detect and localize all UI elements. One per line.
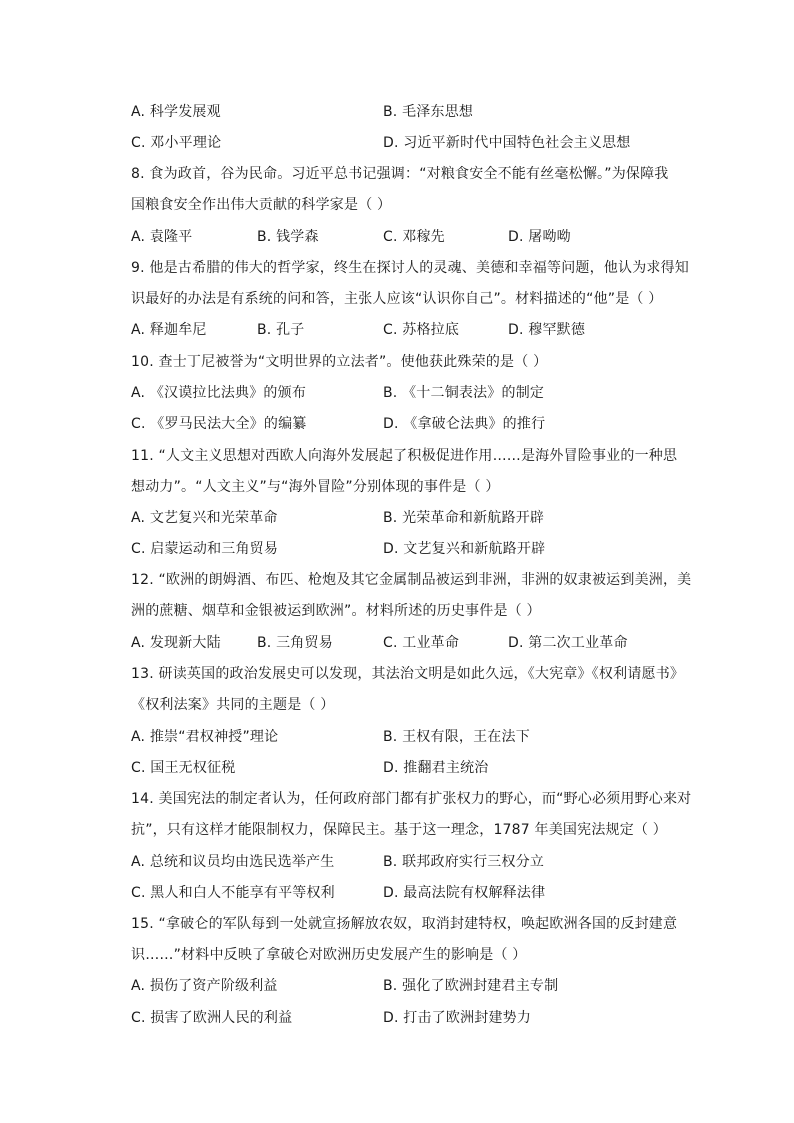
q8-option-d: D. 屠呦呦 [508,229,571,245]
q13-stem-line-2: 《权利法案》共同的主题是（ ） [131,697,335,713]
q12-stem-line-1: 12. “欧洲的朗姆酒、布匹、枪炮及其它金属制品被运到非洲，非洲的奴隶被运到美洲，美 [131,572,692,588]
q14-option-b: B. 联邦政府实行三权分立 [383,854,545,870]
q13-option-d: D. 推翻君主统治 [383,760,489,776]
q7-option-c: C. 邓小平理论 [131,135,222,151]
q9-option-d: D. 穆罕默德 [508,322,586,338]
q10-option-c: C. 《罗马民法大全》的编纂 [131,416,307,432]
q11-option-b: B. 光荣革命和新航路开辟 [383,510,545,526]
q12-option-c: C. 工业革命 [383,635,460,651]
q11-option-d: D. 文艺复兴和新航路开辟 [383,541,546,557]
q13-option-a: A. 推崇“君权神授”理论 [131,729,279,745]
q15-option-b: B. 强化了欧洲封建君主专制 [383,978,559,994]
q8-option-a: A. 袁隆平 [131,229,193,245]
q12-stem-line-2: 洲的蔗糖、烟草和金银被运到欧洲”。材料所述的历史事件是（ ） [131,603,541,619]
q13-stem-line-1: 13. 研读英国的政治发展史可以发现，其法治文明是如此久远，《大宪章》《权利请愿书》 [131,666,685,682]
q10-option-b: B. 《十二铜表法》的制定 [383,385,545,401]
q9-option-c: C. 苏格拉底 [383,322,460,338]
q10-option-d: D. 《拿破仑法典》的推行 [383,416,546,432]
q8-option-b: B. 钱学森 [257,229,319,245]
q7-option-b: B. 毛泽东思想 [383,104,474,120]
q7-option-d: D. 习近平新时代中国特色社会主义思想 [383,135,631,151]
q11-option-c: C. 启蒙运动和三角贸易 [131,541,279,557]
q8-stem-line-2: 国粮食安全作出伟大贡献的科学家是（ ） [131,197,392,213]
q13-option-c: C. 国王无权征税 [131,760,236,776]
q9-stem-line-1: 9. 他是古希腊的伟大的哲学家，终生在探讨人的灵魂、美德和幸福等问题，他认为求得知 [131,260,690,276]
q9-stem-line-2: 识最好的办法是有系统的问和答，主张人应该“认识你自己”。材料描述的“他”是（ ） [131,291,663,307]
q14-option-c: C. 黑人和白人不能享有平等权利 [131,885,335,901]
q14-stem-line-2: 抗”，只有这样才能限制权力，保障民主。基于这一理念，1787 年美国宪法规定（ ） [131,822,667,838]
q8-option-c: C. 邓稼先 [383,229,445,245]
q8-stem-line-1: 8. 食为政首，谷为民命。习近平总书记强调：“对粮食安全不能有丝毫松懈。”为保障我 [131,166,669,182]
q11-stem-line-2: 想动力”。“人文主义”与“海外冒险”分别体现的事件是（ ） [131,479,500,495]
q11-stem-line-1: 11. “人文主义思想对西欧人向海外发展起了积极促进作用……是海外冒险事业的一种思 [131,448,678,464]
q10-option-a: A. 《汉谟拉比法典》的颁布 [131,385,307,401]
q11-option-a: A. 文艺复兴和光荣革命 [131,510,278,526]
q15-stem-line-1: 15. “拿破仑的军队每到一处就宣扬解放农奴，取消封建特权，唤起欧洲各国的反封建意 [131,916,678,932]
q14-stem-line-1: 14. 美国宪法的制定者认为，任何政府部门都有扩张权力的野心，而“野心必须用野心来对 [131,791,692,807]
q9-option-a: A. 释迦牟尼 [131,322,207,338]
q7-option-a: A. 科学发展观 [131,104,221,120]
q15-option-a: A. 损伤了资产阶级利益 [131,978,278,994]
q10-stem-line-1: 10. 查士丁尼被誉为“文明世界的立法者”。使他获此殊荣的是（ ） [131,354,548,370]
q14-option-a: A. 总统和议员均由选民选举产生 [131,854,335,870]
q15-option-d: D. 打击了欧洲封建势力 [383,1010,532,1026]
q14-option-d: D. 最高法院有权解释法律 [383,885,546,901]
q12-option-a: A. 发现新大陆 [131,635,221,651]
q13-option-b: B. 王权有限，王在法下 [383,729,530,745]
q9-option-b: B. 孔子 [257,322,305,338]
q12-option-d: D. 第二次工业革命 [508,635,628,651]
q12-option-b: B. 三角贸易 [257,635,333,651]
q15-option-c: C. 损害了欧洲人民的利益 [131,1010,293,1026]
q15-stem-line-2: 识……”材料中反映了拿破仑对欧洲历史发展产生的影响是（ ） [131,947,527,963]
